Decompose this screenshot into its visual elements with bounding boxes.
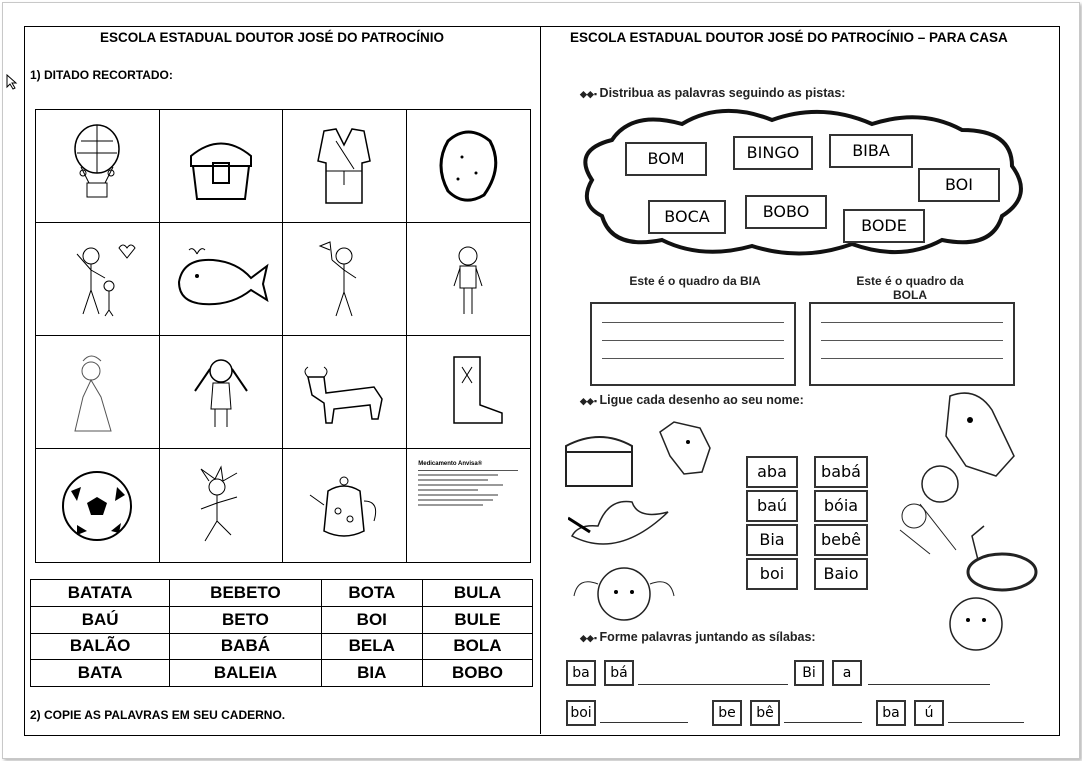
name-word: bóia: [814, 490, 868, 522]
word-cell: BOTA: [321, 580, 422, 607]
name-word: boi: [746, 558, 798, 590]
word-cell: BOLA: [422, 633, 532, 660]
cow-drawing: [640, 412, 720, 482]
cloud-word: BINGO: [733, 136, 813, 170]
box-bia: [590, 302, 796, 386]
instruction-connect-text: Ligue cada desenho ao seu nome:: [599, 393, 804, 407]
word-cell: BELA: [321, 633, 422, 660]
baby-face-drawing: [944, 592, 1010, 654]
picture-grid: [35, 109, 531, 563]
box-bola: [809, 302, 1015, 386]
instruction-distribute-text: Distribua as palavras seguindo as pistas:: [599, 86, 846, 100]
word-cell: BATA: [31, 660, 170, 687]
syllable-box: boi: [566, 700, 596, 726]
table-row: [31, 606, 533, 633]
bullet-icon: ◆◆▪: [580, 89, 600, 99]
picture-boy-flag: [283, 223, 407, 336]
word-cell: BAÚ: [31, 606, 170, 633]
bullet-icon: ◆◆▪: [580, 633, 600, 643]
word-cell: BULE: [422, 606, 532, 633]
cursor-icon: [6, 74, 18, 90]
name-word: Bia: [746, 524, 798, 556]
page-divider: [540, 26, 541, 734]
name-word: Baio: [814, 558, 868, 590]
word-cell: BALEIA: [170, 660, 321, 687]
word-table: [30, 579, 533, 687]
answer-line: [868, 684, 990, 685]
word-cell: BETO: [170, 606, 321, 633]
word-cell: BIA: [321, 660, 422, 687]
question-1-label: 1) DITADO RECORTADO:: [30, 68, 173, 82]
name-word: bebê: [814, 524, 868, 556]
girl-face-drawing: [568, 556, 678, 628]
syllable-box: ú: [914, 700, 944, 726]
cloud-word: BODE: [843, 209, 925, 243]
picture-treasure-chest: [160, 110, 284, 223]
name-word: babá: [814, 456, 868, 488]
answer-line: [638, 684, 788, 685]
word-cell: BEBETO: [170, 580, 321, 607]
left-school-title: ESCOLA ESTADUAL DOUTOR JOSÉ DO PATROCÍNIO: [100, 30, 445, 45]
instruction-distribute: [580, 86, 845, 100]
picture-teapot: [283, 449, 407, 562]
instruction-syllables: [580, 630, 816, 644]
picture-boy-standing: [407, 223, 531, 336]
syllable-box: ba: [566, 660, 596, 686]
cloud-word: BOM: [625, 142, 707, 176]
table-row: [31, 580, 533, 607]
picture-princess: [36, 336, 160, 449]
name-word: aba: [746, 456, 798, 488]
syllable-box: bê: [750, 700, 780, 726]
word-cell: BABÁ: [170, 633, 321, 660]
word-cell: BATATA: [31, 580, 170, 607]
float-ring-drawing: [958, 516, 1044, 596]
chest-drawing: [562, 432, 638, 490]
cloud-word: BIBA: [829, 134, 913, 168]
instruction-connect: [580, 393, 804, 407]
picture-medicine-leaflet: [407, 449, 531, 562]
syllable-box: ba: [876, 700, 906, 726]
picture-girl-waving: [36, 223, 160, 336]
picture-bull: [283, 336, 407, 449]
table-row: [31, 660, 533, 687]
answer-line: [784, 722, 862, 723]
cloud-word: BOBO: [745, 195, 827, 229]
box-bia-label: Este é o quadro da BIA: [629, 274, 761, 288]
picture-blouse: [283, 110, 407, 223]
word-cell: BOI: [321, 606, 422, 633]
picture-jester: [160, 449, 284, 562]
syllable-box: Bi: [794, 660, 824, 686]
picture-soccer-ball: [36, 449, 160, 562]
answer-line: [600, 722, 688, 723]
answer-line: [948, 722, 1024, 723]
picture-boot: [407, 336, 531, 449]
word-cell: BALÃO: [31, 633, 170, 660]
leaflet-title: Medicamento Anvisa®: [418, 460, 483, 467]
picture-girl-braids: [160, 336, 284, 449]
question-2-label: 2) COPIE AS PALAVRAS EM SEU CADERNO.: [30, 708, 286, 722]
picture-hot-air-balloon: [36, 110, 160, 223]
picture-whale: [160, 223, 284, 336]
word-cell: BOBO: [422, 660, 532, 687]
cloud-word: BOCA: [648, 200, 726, 234]
table-row: [31, 633, 533, 660]
syllable-box: be: [712, 700, 742, 726]
bullet-icon: ◆◆▪: [580, 396, 600, 406]
name-word: baú: [746, 490, 798, 522]
picture-potato: [407, 110, 531, 223]
instruction-syllables-text: Forme palavras juntando as sílabas:: [599, 630, 816, 644]
syllable-box: a: [832, 660, 862, 686]
hat-drawing: [568, 496, 672, 558]
syllable-box: bá: [604, 660, 634, 686]
right-school-title: ESCOLA ESTADUAL DOUTOR JOSÉ DO PATROCÍNIO – PARA CASA: [570, 30, 1008, 45]
cloud-word: BOI: [918, 168, 1000, 202]
box-bola-label: Este é o quadro da BOLA: [856, 274, 964, 302]
word-cell: BULA: [422, 580, 532, 607]
